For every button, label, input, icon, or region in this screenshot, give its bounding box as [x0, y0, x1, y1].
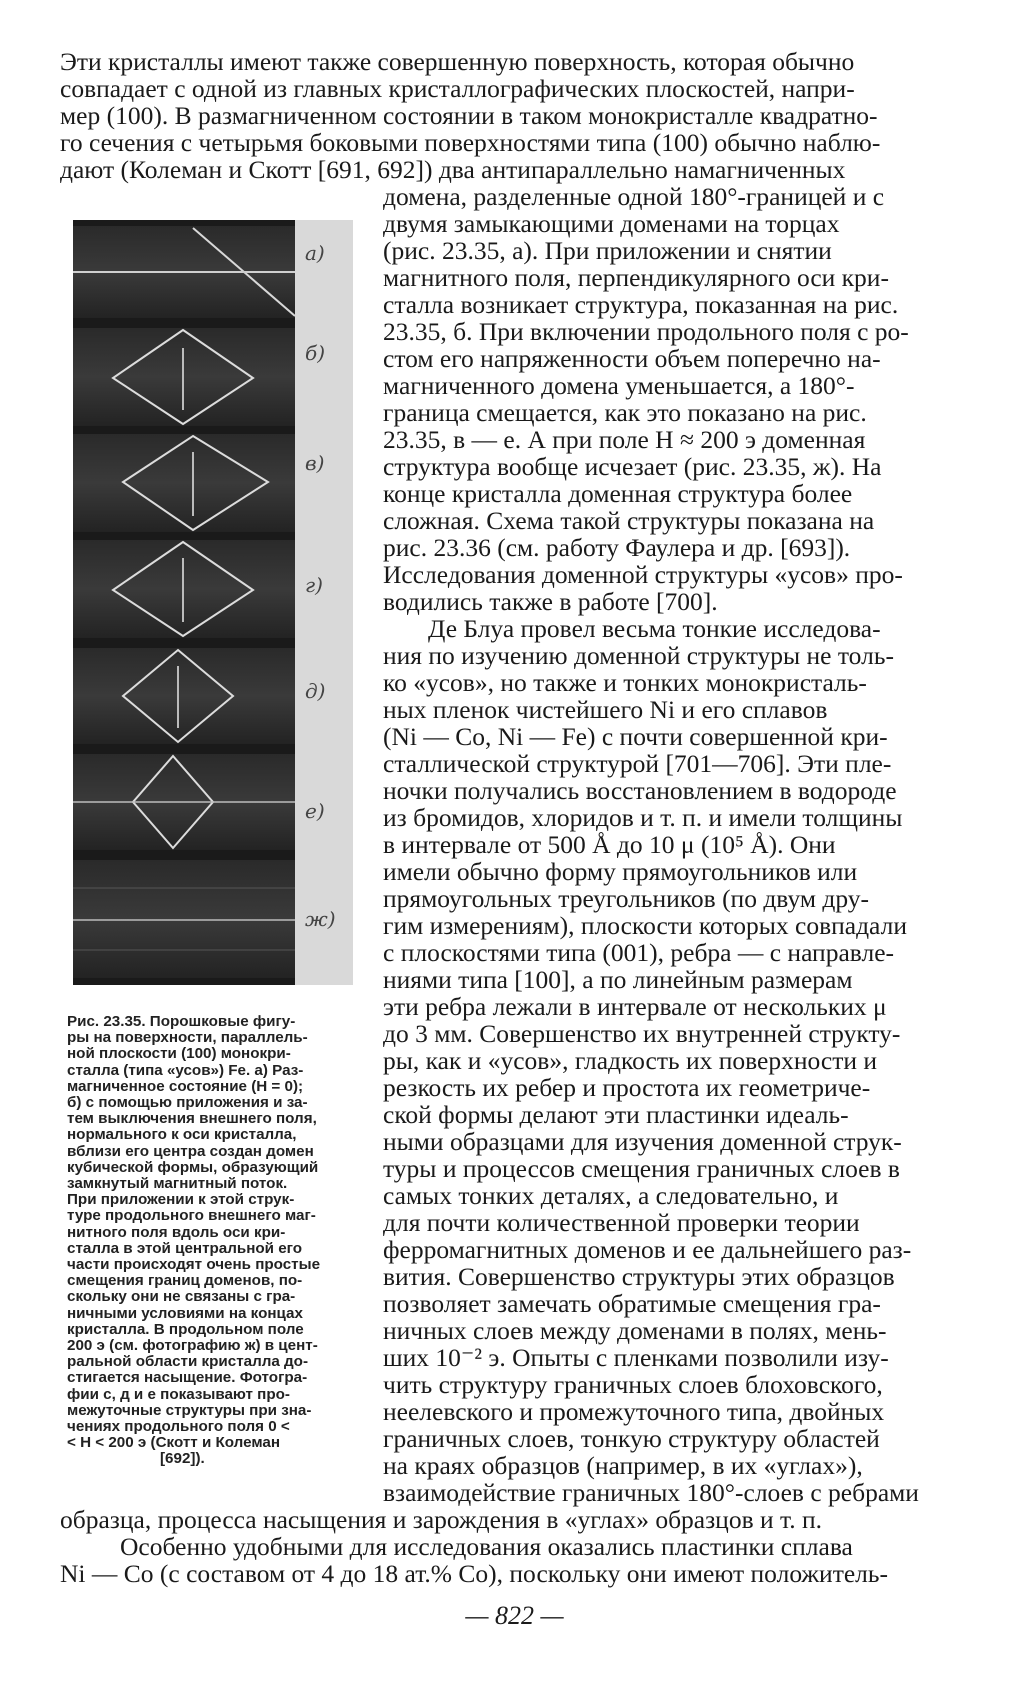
text-line: сталлической структурой [701—706]. Эти пле- [383, 749, 892, 778]
panel-label: д) [305, 679, 326, 703]
text-line: взаимодействие граничных 180°-слоев с ребрами [383, 1478, 919, 1507]
page-number: — 822 — [465, 1601, 564, 1630]
text-line: конце кристалла доменная структура более [383, 479, 853, 508]
caption-line: < H < 200 э (Скотт и Колеман [67, 1434, 281, 1451]
caption-line: ной плоскости (100) монокри- [67, 1045, 291, 1062]
panel-label: б) [305, 341, 326, 365]
text-line: ко «усов», но также и тонких монокристаль- [383, 668, 867, 697]
caption-line: б) с помощью приложения и за- [67, 1094, 308, 1111]
text-line: ночки получались восстановлением в водороде [383, 776, 897, 805]
text-line: ных пленок чистейшего Ni и его сплавов [383, 695, 828, 724]
text-line: мер (100). В размагниченном состоянии в таком монокристалле квадратно- [60, 101, 878, 130]
text-line: сталла возникает структура, показанная на рис. [383, 290, 899, 319]
caption-line: части происходят очень простые [67, 1256, 321, 1273]
text-line: го сечения с четырьмя боковыми поверхностями типа (100) обычно наблю- [60, 128, 881, 157]
text-line: 23.35, б. При включении продольного поля с ро- [383, 317, 909, 346]
caption-line: нормального к оси кристалла, [67, 1126, 297, 1143]
panel-label: г) [305, 573, 323, 597]
caption-line: скольку они не связаны с гра- [67, 1288, 296, 1305]
caption-line: чениях продольного поля 0 < [67, 1418, 290, 1435]
caption-line: ры на поверхности, параллель- [67, 1029, 308, 1046]
caption-line: вблизи его центра создан домен [67, 1143, 314, 1160]
panel-label: е) [305, 799, 325, 823]
text-line: ными образцами для изучения доменной струк- [383, 1127, 902, 1156]
text-line: граничных слоев, тонкую структуру областей [383, 1424, 880, 1453]
text-line: Эти кристаллы имеют также совершенную поверхность, которая обычно [60, 47, 855, 76]
text-line: гим измерениям), плоскости которых совпадали [383, 911, 907, 940]
text-line: на краях образцов (например, в их «углах»), [383, 1451, 863, 1480]
panel-label: а) [305, 241, 325, 265]
text-line: имели обычно форму прямоугольников или [383, 857, 858, 886]
text-line: ничных слоев между доменами в полях, мень- [383, 1316, 887, 1345]
text-line: рис. 23.36 (см. работу Фаулера и др. [693]). [383, 533, 851, 562]
caption-line: стигается насыщение. Фотогра- [67, 1369, 308, 1386]
text-line: ской формы делают эти пластинки идеаль- [383, 1100, 849, 1129]
text-line: вития. Совершенство структуры этих образцов [383, 1262, 895, 1291]
text-line: ния по изучению доменной структуры не толь- [383, 641, 894, 670]
figure-photo [73, 220, 353, 985]
caption-line: ральной области кристалла до- [67, 1353, 309, 1370]
text-line: туры и процессов смещения граничных слоев в [383, 1154, 900, 1183]
caption-line: сталла в этой центральной его [67, 1240, 303, 1257]
caption-line: смещения границ доменов, по- [67, 1272, 303, 1289]
text-line: водились также в работе [700]. [383, 587, 718, 616]
caption-line: кубической формы, образующий [67, 1159, 319, 1176]
text-line: Ni — Co (с составом от 4 до 18 ат.% Co), поскольку они имеют положитель- [60, 1559, 889, 1588]
text-line: с плоскостями типа (001), ребра — с направле- [383, 938, 895, 967]
caption-line: тем выключения внешнего поля, [67, 1110, 317, 1127]
text-line: чить структуру граничных слоев блоховского, [383, 1370, 883, 1399]
caption-line: магниченное состояние (H = 0); [67, 1078, 304, 1095]
text-line: эти ребра лежали в интервале от нескольких μ [383, 992, 887, 1021]
text-line: ры, как и «усов», гладкость их поверхности и [383, 1046, 878, 1075]
text-line: в интервале от 500 Å до 10 μ (10⁵ Å). Они [383, 830, 836, 859]
text-line: Де Блуа провел весьма тонкие исследова- [428, 614, 881, 643]
caption-line: межуточные структуры при зна- [67, 1402, 312, 1419]
text-line: для почти количественной проверки теории [383, 1208, 860, 1237]
caption-line: Рис. 23.35. Порошковые фигу- [67, 1013, 296, 1030]
text-line: ших 10⁻² э. Опыты с пленками позволили изу- [383, 1343, 889, 1372]
text-line: структура вообще исчезает (рис. 23.35, ж). На [383, 452, 882, 481]
panel-label: ж) [305, 907, 336, 931]
caption-line: замкнутый магнитный поток. [67, 1175, 288, 1192]
caption-line: кристалла. В продольном поле [67, 1321, 304, 1338]
caption-line: туре продольного внешнего маг- [67, 1207, 316, 1224]
text-line: 23.35, в — е. А при поле H ≈ 200 э доменная [383, 425, 866, 454]
text-line: неелевского и промежуточного типа, двойных [383, 1397, 885, 1426]
caption-line: сталла (типа «усов») Fe. а) Раз- [67, 1062, 304, 1079]
text-line: ниями типа [100], а по линейным размерам [383, 965, 853, 994]
text-line: до 3 мм. Совершенство их внутренней структу- [383, 1019, 901, 1048]
caption-line: фии с, д и е показывают про- [67, 1386, 290, 1403]
caption-line: [692]). [160, 1450, 205, 1467]
panel-label: в) [305, 451, 325, 475]
text-line: (Ni — Co, Ni — Fe) с почти совершенной кри- [383, 722, 888, 751]
caption-line: При приложении к этой струк- [67, 1191, 295, 1208]
caption-line: нитного поля вдоль оси кри- [67, 1224, 286, 1241]
text-line: граница смещается, как это показано на рис. [383, 398, 867, 427]
text-line: домена, разделенные одной 180°-границей и с [383, 182, 885, 211]
text-line: дают (Колеман и Скотт [691, 692]) два антипараллельно намагниченных [60, 155, 846, 184]
text-line: Особенно удобными для исследования оказались пластинки сплава [120, 1532, 853, 1561]
text-line: сложная. Схема такой структуры показана на [383, 506, 875, 535]
text-line: резкость их ребер и простота их геометриче- [383, 1073, 871, 1102]
text-line: Исследования доменной структуры «усов» про- [383, 560, 903, 589]
text-line: ферромагнитных доменов и ее дальнейшего раз- [383, 1235, 912, 1264]
text-line: из бромидов, хлоридов и т. п. и имели толщины [383, 803, 903, 832]
text-line: прямоугольных треугольников (по двум дру- [383, 884, 870, 913]
text-line: образца, процесса насыщения и зарождения в «углах» образцов и т. п. [60, 1505, 823, 1534]
text-line: позволяет замечать обратимые смещения гра- [383, 1289, 881, 1318]
caption-line: 200 э (см. фотографию ж) в цент- [67, 1337, 318, 1354]
text-line: двумя замыкающими доменами на торцах [383, 209, 840, 238]
text-line: самых тонких деталях, а следовательно, и [383, 1181, 839, 1210]
text-line: стом его напряженности объем поперечно на- [383, 344, 881, 373]
caption-line: ничными условиями на концах [67, 1305, 303, 1322]
text-line: (рис. 23.35, а). При приложении и снятии [383, 236, 832, 265]
text-line: магниченного домена уменьшается, а 180°- [383, 371, 855, 400]
text-line: совпадает с одной из главных кристаллографических плоскостей, напри- [60, 74, 855, 103]
text-line: магнитного поля, перпендикулярного оси кри- [383, 263, 889, 292]
